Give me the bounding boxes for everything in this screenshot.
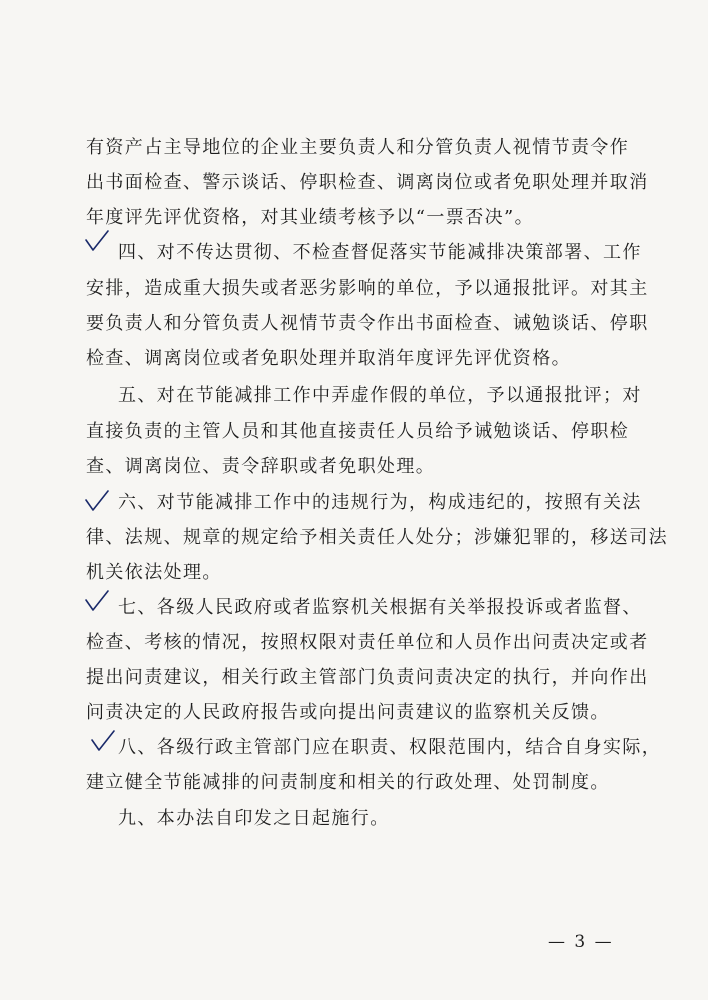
paragraph-5-first-line: 五、对在节能减排工作中弄虚作假的单位，予以通报批评；对: [118, 385, 642, 406]
body-text-line: 检查、考核的情况，按照权限对责任单位和人员作出问责决定或者: [86, 632, 649, 653]
handwritten-check-mark-icon: [84, 488, 110, 514]
body-text-line: 检查、调离岗位或者免职处理并取消年度评先评优资格。: [86, 348, 571, 369]
handwritten-check-mark-icon: [90, 728, 116, 754]
body-text-line: 建立健全节能减排的问责制度和相关的行政处理、处罚制度。: [86, 772, 610, 793]
handwritten-check-mark-icon: [84, 588, 110, 614]
paragraph-7-first-line: 七、各级人民政府或者监察机关根据有关举报投诉或者监督、: [118, 597, 642, 618]
paragraph-4-first-line: 四、对不传达贯彻、不检查督促落实节能减排决策部署、工作: [118, 242, 642, 263]
body-text-line: 出书面检查、警示谈话、停职检查、调离岗位或者免职处理并取消: [86, 172, 649, 193]
body-text-line: 有资产占主导地位的企业主要负责人和分管负责人视情节责令作: [86, 137, 630, 158]
body-text-line: 年度评先评优资格，对其业绩考核予以“一票否决”。: [86, 207, 535, 228]
body-text-line: 机关依法处理。: [86, 562, 222, 583]
body-text-line: 要负责人和分管负责人视情节责令作出书面检查、诫勉谈话、停职: [86, 313, 649, 334]
paragraph-8-first-line: 八、各级行政主管部门应在职责、权限范围内，结合自身实际，: [118, 737, 662, 758]
body-text-line: 安排，造成重大损失或者恶劣影响的单位，予以通报批评。对其主: [86, 278, 649, 299]
body-text-line: 提出问责建议，相关行政主管部门负责问责决定的执行，并向作出: [86, 667, 649, 688]
body-text-line: 直接负责的主管人员和其他直接责任人员给予诫勉谈话、停职检: [86, 421, 630, 442]
body-text-line: 查、调离岗位、责令辞职或者免职处理。: [86, 456, 436, 477]
body-text-line: 问责决定的人民政府报告或向提出问责建议的监察机关反馈。: [86, 702, 610, 723]
page-number: — 3 —: [548, 932, 614, 952]
body-text-line: 律、法规、规章的规定给予相关责任人处分；涉嫌犯罪的，移送司法: [86, 527, 668, 548]
handwritten-check-mark-icon: [84, 228, 110, 254]
paragraph-6-first-line: 六、对节能减排工作中的违规行为，构成违纪的，按照有关法: [118, 492, 642, 513]
paragraph-9-first-line: 九、本办法自印发之日起施行。: [118, 808, 390, 829]
